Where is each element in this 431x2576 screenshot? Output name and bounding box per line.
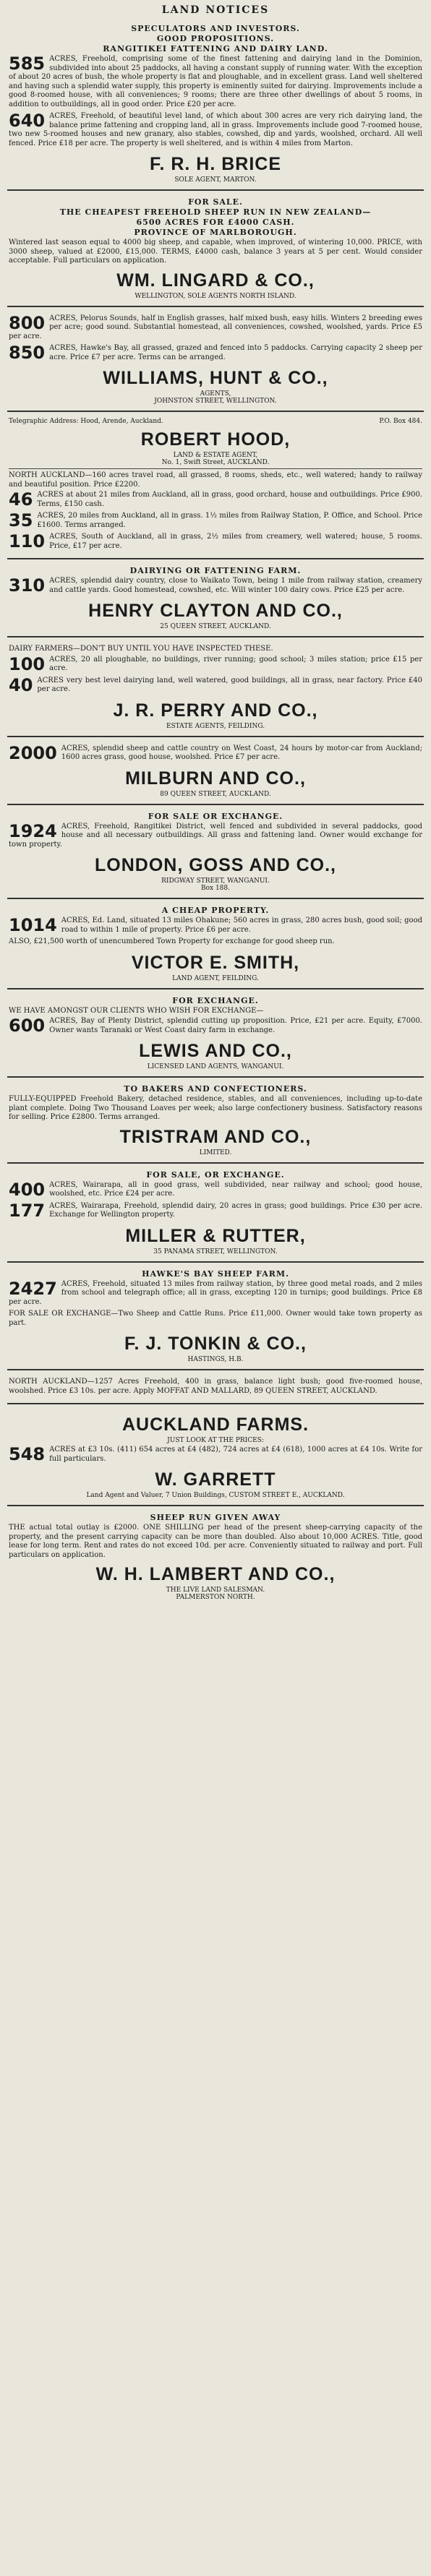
agent-name: LEWIS AND CO., xyxy=(139,1041,292,1061)
lot-item xyxy=(9,491,422,509)
lot-text: ACRES, 20 miles from Auckland, all in grass. 1½ miles from Railway Station, P. Office, and School. Price £1600. Terms arranged. xyxy=(37,512,422,529)
lot-acreage: 2427 xyxy=(9,1278,57,1299)
lot-text: NORTH AUCKLAND—160 acres travel road, all grassed, 8 rooms, sheds, etc., well watered; handy to railway and beautiful position. Price £2200. xyxy=(9,471,422,489)
lot-text: ACRES, splendid dairy country, close to Waikato Town, being 1 mile from railway station, creamery and cattle yards. Good homestead, cowshed, etc. Will winter 100 dairy cows. Price £25 per acre. xyxy=(49,577,422,594)
ad-brice xyxy=(7,20,424,191)
ad-title: AUCKLAND FARMS. xyxy=(121,1414,310,1435)
ad-perry xyxy=(7,640,424,737)
ad-heading: FOR EXCHANGE. xyxy=(172,995,259,1005)
ad-province: PROVINCE OF MARLBOROUGH. xyxy=(134,228,297,237)
lot-item xyxy=(9,314,422,342)
lot-acreage: 177 xyxy=(9,1200,46,1221)
lot-text: ACRES, 20 all ploughable, no buildings, river running; good school; 3 miles station; price £15 per acre. xyxy=(49,655,422,672)
agent-name: W. GARRETT xyxy=(155,1469,276,1490)
agent-name: F. R. H. BRICE xyxy=(149,154,282,174)
divider xyxy=(9,468,422,469)
lot-text: ACRES, Wairarapa, all in good grass, well subdivided, near railway and school; good house, woolshed, etc. Price £24 per acre. xyxy=(49,1180,422,1198)
ad-lead: 6500 ACRES FOR £4000 CASH. xyxy=(136,218,295,227)
agent-box: Box 188. xyxy=(200,885,230,892)
lot-item xyxy=(9,1280,422,1308)
agent-title: SOLE AGENT, MARTON. xyxy=(174,176,257,184)
agent-name: J. R. PERRY AND CO., xyxy=(113,700,318,721)
lot-acreage: 46 xyxy=(9,489,33,510)
agent-title: AGENTS, xyxy=(200,390,231,398)
agent-title: RIDGWAY STREET, WANGANUI. xyxy=(161,877,270,885)
lot-item xyxy=(9,112,422,148)
ad-heading: FOR SALE OR EXCHANGE. xyxy=(148,811,283,821)
ad-text: Wintered last season equal to 4000 big sheep, and capable, when improved, of wintering 10,000. PRICE, with 3000 sheep, valued at £2000, £15,000. TERMS, £4000 cash, balance 3 years at 5 per cent. Would consider acceptable. Full particulars on application. xyxy=(9,239,422,265)
ad-garrett xyxy=(7,1407,424,1506)
lot-acreage: 1924 xyxy=(9,820,57,841)
agent-title: THE LIVE LAND SALESMAN. xyxy=(166,1587,265,1594)
lot-acreage: 110 xyxy=(9,531,46,551)
ad-heading: TO BAKERS AND CONFECTIONERS. xyxy=(124,1084,307,1094)
ad-williams xyxy=(7,310,424,413)
lot-item xyxy=(9,1017,422,1035)
lot-item xyxy=(9,1007,422,1016)
lot-text: ACRES at about 21 miles from Auckland, all in grass, good orchard, house and outbuildings. Price £900. Terms, £150 cash. xyxy=(37,491,422,508)
ad-lead: THE CHEAPEST FREEHOLD SHEEP RUN IN NEW ZEALAND— xyxy=(59,207,372,217)
agent-name: W. H. LAMBERT AND CO., xyxy=(95,1564,336,1584)
ad-clayton xyxy=(7,562,424,637)
agent-subtitle: LAND & ESTATE AGENT, xyxy=(173,452,258,459)
ad-moffat xyxy=(7,1373,424,1404)
agent-title: ESTATE AGENTS, FEILDING. xyxy=(166,722,265,730)
ad-list xyxy=(7,20,424,1607)
ad-tristram xyxy=(7,1081,424,1164)
telegraphic-address: Telegraphic Address: Hood, Arende, Auckland. xyxy=(9,418,163,425)
agent-title: HASTINGS, H.B. xyxy=(187,1356,244,1363)
lot-text: ACRES, Freehold, of beautiful level land, of which about 300 acres are very rich dairying land, the balance prime fattening and cropping land, all in grass. Improvements include good 7-roomed house, two new 5-roomed houses and new granary, also stables, cowshed, dip and yards, woolshed, orchard. All well fenced. Price £18 per acre. The property is well sheltered, and is within 4 miles from Marton. xyxy=(9,112,422,147)
lot-text: ACRES, South of Auckland, all in grass, 2½ miles from creamery, well watered; house, 5 rooms. Price, £17 per acre. xyxy=(49,533,422,550)
lot-text: ACRES, Pelorus Sounds, half in English grasses, half mixed bush, easy hills. Winters 2 breeding ewes per acre; good sound. Substantial homestead, all conveniences, cowshed, woolshed, yards. Price £5 per acre. xyxy=(9,314,422,340)
lot-item xyxy=(9,645,422,654)
ad-heading: FOR SALE. xyxy=(188,197,243,207)
lot-acreage: 850 xyxy=(9,343,46,363)
page-title: LAND NOTICES xyxy=(161,4,270,16)
lot-text: ACRES very best level dairying land, well watered, good buildings, all in grass, near factory. Price £40 per acre. xyxy=(37,676,422,693)
lot-text: ACRES, Hawke's Bay, all grassed, grazed and fenced into 5 paddocks. Carrying capacity 2 sheep per acre. Price £7 per acre. Terms can be arranged. xyxy=(49,344,422,361)
lot-item xyxy=(9,1310,422,1328)
agent-name: ROBERT HOOD, xyxy=(140,429,291,450)
lot-item xyxy=(9,55,422,109)
lot-item xyxy=(9,577,422,595)
ad-heading: A CHEAP PROPERTY. xyxy=(161,906,270,915)
agent-address: No. 1, Swift Street, AUCKLAND. xyxy=(161,459,270,466)
agent-name: LONDON, GOSS AND CO., xyxy=(95,855,336,875)
agent-title: LIMITED. xyxy=(199,1149,232,1156)
lot-text: ACRES, Bay of Plenty District, splendid cutting up proposition. Price, £21 per acre. Equity, £7000. Owner wants Taranaki or West Coast dairy farm in exchange. xyxy=(49,1017,422,1034)
agent-title: LAND AGENT, FEILDING. xyxy=(172,974,259,982)
lot-text: FOR SALE OR EXCHANGE—Two Sheep and Cattle Runs. Price £11,000. Owner would take town property as part. xyxy=(9,1310,422,1327)
agent-title: Land Agent and Valuer, 7 Union Buildings, CUSTOM STREET E., AUCKLAND. xyxy=(86,1492,345,1499)
agent-address: JOHNSTON STREET, WELLINGTON. xyxy=(154,398,277,405)
agent-title: 89 QUEEN STREET, AUCKLAND. xyxy=(160,790,271,798)
lot-text: ACRES, Wairarapa, Freehold, splendid dairy, 20 acres in grass; good buildings. Price £30 per acre. Exchange for Wellington property. xyxy=(49,1201,422,1219)
lot-acreage: 600 xyxy=(9,1016,46,1036)
ad-heading: SPECULATORS AND INVESTORS. xyxy=(131,24,300,33)
lot-text: ACRES, splendid sheep and cattle country on West Coast, 24 hours by motor-car from Auckland; 1600 acres grass, good house, woolshed. Price £7 per acre. xyxy=(61,744,422,761)
lot-text: ACRES, Ed. Land, situated 13 miles Ohakune; 560 acres in grass, 280 acres bush, good soil; good road to within 1 mile of property. Price £6 per acre. xyxy=(61,916,422,934)
agent-name: F. J. TONKIN & CO., xyxy=(124,1334,307,1354)
agent-title: LICENSED LAND AGENTS, WANGANUI. xyxy=(147,1063,284,1070)
ad-text: THE actual total outlay is £2000. ONE SHILLING per head of the present sheep-carrying capacity of the property, and the present carrying capacity can be more than doubled. Also about 10,000 ACRES. Title, good lease for long term. Rent and rates do not exceed 10d. per acre. Conveniently situated to railway and port. Full particulars on application. xyxy=(9,1524,422,1559)
agent-place: PALMERSTON NORTH. xyxy=(176,1594,255,1601)
agent-name: MILLER & RUTTER, xyxy=(125,1225,306,1246)
lot-item xyxy=(9,653,422,674)
ad-heading: SHEEP RUN GIVEN AWAY xyxy=(150,1513,281,1522)
ad-lambert xyxy=(7,1509,424,1607)
ad-london xyxy=(7,808,424,900)
lot-acreage: 100 xyxy=(9,653,46,674)
lot-acreage: 400 xyxy=(9,1179,46,1200)
agent-name: HENRY CLAYTON AND CO., xyxy=(88,601,343,621)
agent-title: 25 QUEEN STREET, AUCKLAND. xyxy=(160,623,271,630)
ad-subtitle: JUST LOOK AT THE PRICES: xyxy=(167,1437,264,1444)
ad-text: FULLY-EQUIPPED Freehold Bakery, detached residence, stables, and all conveniences, including up-to-date plant complete. Doing Two Thousand Loaves per week; also large confectionery business. Satisfactory reasons for selling. Price £2800. Terms arranged. xyxy=(9,1095,422,1121)
lot-text: ACRES, Freehold, comprising some of the finest fattening and dairying land in the Dominion, subdivided into about 25 paddocks, all having a constant supply of running water. With the exception of about 20 acres of bush, the whole property is flat and ploughable, and in excellent grass. Land well sheltered and having such a splendid water supply, this property is eminently suited for dairying. Improvements include a good 8-roomed house, with all conveniences; 9 rooms; there are three other dwellings of about 5 rooms, in addition to outbuildings, all in good order. Price £20 per acre. xyxy=(9,55,422,108)
agent-name: TRISTRAM AND CO., xyxy=(119,1126,312,1147)
lot-item xyxy=(9,533,422,551)
ad-hood xyxy=(7,415,424,559)
agent-title: WELLINGTON, SOLE AGENTS NORTH ISLAND. xyxy=(135,292,296,300)
ad-lewis xyxy=(7,992,424,1078)
lot-acreage: 548 xyxy=(9,1444,46,1464)
ad-tonkin xyxy=(7,1266,424,1371)
lot-acreage: 2000 xyxy=(9,742,57,763)
ad-miller xyxy=(7,1167,424,1263)
lot-acreage: 310 xyxy=(9,575,46,596)
lot-acreage: 35 xyxy=(9,510,33,531)
ad-heading: FOR SALE, OR EXCHANGE. xyxy=(146,1169,285,1180)
lot-text: ACRES at £3 10s. (411) 654 acres at £4 (482), 724 acres at £4 (618), 1000 acres at £4 10s. Write for full particulars. xyxy=(49,1446,422,1463)
lot-text: ALSO, £21,500 worth of unencumbered Town Property for exchange for good sheep run. xyxy=(9,937,335,945)
lot-item xyxy=(9,674,422,695)
lot-item xyxy=(9,937,422,947)
ad-lingard xyxy=(7,194,424,307)
lot-item xyxy=(9,1446,422,1464)
ad-subheading: GOOD PROPOSITIONS. xyxy=(156,34,275,43)
po-box: P.O. Box 484. xyxy=(379,418,422,425)
lot-text: DAIRY FARMERS—DON'T BUY UNTIL YOU HAVE INSPECTED THESE. xyxy=(9,645,273,653)
lot-text: ACRES, Freehold, Rangitikei District, well fenced and subdivided in several paddocks, good house and all necessary outbuildings. All grass and fattening land. Owner would exchange for town property. xyxy=(9,822,422,849)
lot-acreage: 640 xyxy=(9,111,46,131)
agent-title: 35 PANAMA STREET, WELLINGTON. xyxy=(153,1248,278,1255)
agent-name: WM. LINGARD & CO., xyxy=(116,270,315,291)
lot-item xyxy=(9,1202,422,1220)
lot-item xyxy=(9,471,422,489)
lot-item xyxy=(9,344,422,362)
lot-item xyxy=(9,916,422,935)
lot-item xyxy=(9,1181,422,1199)
agent-name: WILLIAMS, HUNT & CO., xyxy=(103,368,328,388)
lot-text: WE HAVE AMONGST OUR CLIENTS WHO WISH FOR EXCHANGE— xyxy=(9,1006,264,1015)
lot-acreage: 800 xyxy=(9,312,46,333)
ad-subheading: RANGITIKEI FATTENING AND DAIRY LAND. xyxy=(103,44,328,53)
agent-name: MILBURN AND CO., xyxy=(125,768,306,789)
ad-heading: DAIRYING OR FATTENING FARM. xyxy=(129,566,302,575)
agent-name: VICTOR E. SMITH, xyxy=(131,952,300,973)
ad-milburn xyxy=(7,740,424,805)
lot-text: NORTH AUCKLAND—1257 Acres Freehold, 400 in grass, balance light bush; good five-roomed house, woolshed. Price £3 10s. per acre. Apply MOFFAT AND MALLARD, 89 QUEEN STREET, AUCKLAND. xyxy=(9,1378,422,1395)
lot-item xyxy=(9,820,422,850)
ad-contact-row xyxy=(9,418,422,425)
lot-acreage: 1014 xyxy=(9,915,57,935)
lot-acreage: 40 xyxy=(9,674,33,695)
lot-text: ACRES, Freehold, situated 13 miles from railway station, by three good metal roads, and 2 miles from school and telegraph office; all in grass, excepting 120 in turnips; good buildings. Price £8 per acre. xyxy=(9,1279,422,1306)
ad-smith xyxy=(7,902,424,989)
ad-heading: HAWKE'S BAY SHEEP FARM. xyxy=(142,1268,289,1279)
lot-item xyxy=(9,744,422,763)
lot-item xyxy=(9,512,422,530)
lot-item xyxy=(9,1378,422,1396)
lot-acreage: 585 xyxy=(9,53,46,74)
